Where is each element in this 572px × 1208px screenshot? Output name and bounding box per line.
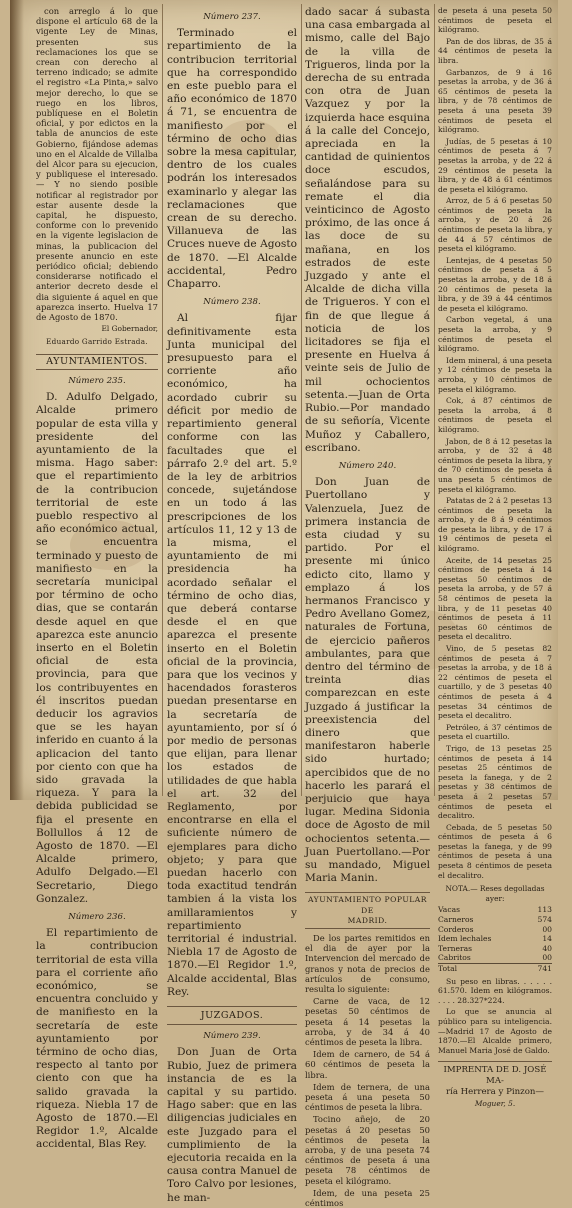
price-item: Petróleo, á 37 céntimos de peseta el cuartillo. [438,722,552,742]
notice-number-238: Número 238. [203,297,261,308]
price-item: Aceite, de 14 pesetas 25 céntimos de peseta á 14 pesetas 50 céntimos de peseta la arroba, y de 57 á 58 céntimos de peseta la libra, y de 11 pesetas 40 céntimos de peseta á 11 pesetas 60 céntimos de peseta el decalitro. [438,555,552,642]
notice-240-text: Don Juan de Puertollano y Valenzuela, Juez de primera instancia de esta ciudad y su partido. Por el presente mi único edicto cito, llamo y emplazo á los hermanos Francisco y Pedro Avellano Gomez, naturales de Fortuna, de ejercicio pañeros ambulantes, para que dentro del término de treinta dias comparezcan en este Juzgado á justificar la preexistencia del dinero que manifestaron haberle sido hurtado; apercibidos que de no hacerlo les parará el perjuicio que haya lugar. Medina Sidonia doce de Agosto de mil ochocientos setenta.—Juan Puertollano.—Por su mandado, Miguel Maria Manin. [305,476,430,885]
notice-number-237: Número 237. [203,12,261,22]
table-value: 40 [542,943,552,953]
table-row [438,915,552,925]
table-value: 574 [537,915,552,925]
notice-236-text: El repartimiento de la contribucion territorial de esta villa para el corriente año económico, se encuentra concluido y de manifiesto en la secretaría de este ayuntamiento por término de ocho dias, respecto al tanto por ciento con que ha salido gravada la riqueza. Niebla 17 de Agosto de 1870.—El Regidor 1.º, Alcalde accidental, Blas Rey. [36,927,158,1151]
table-row [438,934,552,944]
price-item: de peseta á una peseta 50 céntimos de peseta el kilógramo. [438,6,552,35]
table-label: Terneras [438,943,473,953]
governor-signature-name: Eduardo Garrido Estrada. [46,336,148,346]
column-3 [305,6,430,1208]
table-label: Vacas [438,905,460,915]
section-ayuntamiento-madrid [305,892,430,929]
price-item: Idem de carnero, de 54 á 60 céntimos de peseta la libra. [305,1049,430,1080]
newspaper-page [10,0,558,1208]
closing-notice: Lo que se anuncia al público para su inteligencia.—Madrid 17 de Agosto de 1870.—El Alcalde primero, Manuel Maria José de Galdo. [438,1007,552,1055]
price-item: Lentejas, de 4 pesetas 50 céntimos de peseta á 5 pesetas la arroba, y de 18 á 20 céntimos de peseta la libra, y de 39 á 44 céntimos de peseta el kilógramo. [438,255,552,313]
price-item: Cok, á 87 céntimos de peseta la arroba, á 8 céntimos de peseta el kilógramo. [438,396,552,434]
mining-decree-text: con arreglo á lo que dispone el artículo 68 de la vigente Ley de Minas, presenten sus reclamaciones los que se crean con derecho al terreno indicado; se admite el registro «La Pinta,» salvo mejor derecho, lo que se ruego en los libros, publíquese en el Boletin oficial, y por edictos en la tabla de anuncios de este Gobierno, fijándose ademas uno en el Alcalde de Villalba del Alcor para su ejecucion, y publiquese el interesado.— Y no siendo posible notificar al registrador por estar ausente desde la capital, he dispuesto, conforme con lo prevenido en la vigente legislacion de minas, la publicacion del presente anuncio en este periódico oficial; debiendo considerarse notificado el anterior decreto desde el dia siguiente á aquel en que aparezca inserto. Huelva 17 de Agosto de 1870. [36,6,158,323]
notice-number-235: Número 235. [68,375,126,386]
table-label: Cabritos [438,953,471,963]
printer-imprint [438,1061,552,1109]
slaughter-table [438,905,552,973]
table-value: 00 [542,953,552,963]
table-row [438,953,552,963]
table-total-label: Total [438,964,528,974]
printer-imprint-line-1: IMPRENTA DE D. JOSÉ MA- [443,1065,547,1087]
price-item: Patatas de 2 á 2 pesetas 13 céntimos de peseta la arroba, y de 8 á 9 céntimos de peseta la libra, y de 17 á 19 céntimos de peseta el kilógramo. [438,496,552,554]
section-ayuntamientos: AYUNTAMIENTOS. [36,354,158,370]
notice-235-text: D. Adulfo Delgado, Alcalde primero popular de esta villa y presidente del ayuntamiento de la misma. Hago saber: que el repartimiento de la contribucion territorial de este pueblo respectivo al año económico actual, se encuentra terminado y puesto de manifiesto en la secretaría municipal por término de ocho dias, que se contarán desde aquel en que aparezca este anuncio inserto en el Boletin oficial de esta provincia, para que los contribuyentes en él inscritos puedan deducir los agravios que se les hayan inferido en cuanto á la aplicacion del tanto por ciento con que ha sido gravada la riqueza. Y para la debida publicidad se fija el presente en Bollullos á 12 de Agosto de 1870. —El Alcalde primero, Adulfo Delgado.—El Secretario, Diego Gonzalez. [36,391,158,905]
governor-signature-title: El Gobernador, [101,324,158,334]
column-divider [301,4,302,796]
table-value: 00 [542,924,552,934]
table-row [438,925,552,935]
table-total-row [438,964,552,974]
column-2 [167,6,297,1204]
table-row [438,905,552,915]
notice-number-239: Número 239. [203,1031,261,1042]
table-row [438,944,552,954]
price-item: Idem de ternera, de una peseta á una peseta 50 céntimos de peseta la libra. [305,1081,430,1113]
table-value: 14 [542,934,552,944]
section-ayuntamiento-city: MADRID. [347,915,388,925]
notice-239-continuation: dado sacar á subasta una casa embargada al mismo, calle del Bajo de la villa de Trigueros, linda por la derecha de su entrada con otra de Juan Vazquez y por la izquierda hace esquina á la calle del Concejo, apreciada en la cantidad de quinientos doce escudos, señalándose para su remate el dia veinticinco de Agosto próximo, de las once á las doce de su mañana, en los estrados de este Juzgado y ante el Alcalde de dicha villa de Trigueros. Y con el fin de que llegue á noticia de los licitadores se fija el presente en Huelva á veinte seis de Julio de mil ochocientos setenta.—Juan de Orta Rubio.—Por mandado de su señoría, Vicente Muñoz y Caballero, escribano. [305,6,430,454]
price-item: Garbanzos, de 9 á 16 pesetas la arroba, y de 36 á 65 céntimos de peseta la libra, y de 78 céntimos de peseta á una peseta 39 céntimos de peseta el kilógramo. [438,67,552,135]
table-total-value: 741 [528,964,552,974]
price-item: Idem mineral, á una peseta y 12 céntimos de peseta la arroba, y 10 céntimos de peseta el kilógramo. [438,355,552,394]
section-juzgados: JUZGADOS. [167,1006,297,1025]
column-1 [36,6,158,1151]
notice-number-240: Número 240. [338,460,397,471]
price-item: Judías, de 5 pesetas á 10 céntimos de peseta á 7 pesetas la arroba, y de 22 á 29 céntimos de peseta la libra, y de 48 á 61 céntimos de peseta el kilógramo. [438,136,552,194]
notice-239-text: Don Juan de Orta Rubio, Juez de primera instancia de es la capital y su partido. Hago saber: que en las diligencias judiciales en este Juzgado para el cumplimiento de la ejecutoria recaida en la causa contra Manuel de Toro Calvo por lesiones, he man- [167,1046,297,1204]
printer-imprint-line-2: ría Herrera y Pinzon— [445,1087,545,1098]
price-item: Cebada, de 5 pesetas 50 céntimos de peseta á 6 pesetas la fanega, y de 99 céntimos de peseta á una peseta 8 céntimos de peseta el decalitro. [438,822,552,880]
table-label: Idem lechales [438,934,492,944]
price-item: Arroz, de 5 á 6 pesetas 50 céntimos de peseta la arroba, y de 20 á 26 céntimos de peseta la libra, y de 44 á 57 céntimos de peseta el kilógramo. [438,196,552,254]
nota-heading: NOTA.— Reses degolladas ayer: [445,884,545,903]
table-value: 113 [537,905,552,915]
price-item: Pan de dos libras, de 35 á 44 céntimos de peseta la libra. [438,36,552,65]
column-divider [434,4,435,796]
notice-number-236: Número 236. [68,912,126,923]
table-label: Carneros [438,915,474,925]
price-item: Carbon vegetal, á una peseta la arroba, y 9 céntimos de peseta el kilógramo. [438,315,552,354]
price-item: Jabon, de 8 á 12 pesetas la arroba, y de 32 á 48 céntimos de peseta la libra, y de 70 céntimos de peseta á una peseta 5 céntimos de peseta el kilógramo. [438,436,552,494]
column-4 [438,6,552,1109]
price-item: Tocino añejo, de 20 pesetas á 20 pesetas 50 céntimos de peseta la arroba, y de una peseta 74 céntimos de peseta á una peseta 78 céntimos de peseta el kilógramo. [305,1114,430,1186]
price-item: Vino, de 5 pesetas 82 céntimos de peseta á 7 pesetas la arroba, y de 18 á 22 céntimos de peseta el cuartillo, y de 3 pesetas 40 céntimos de peseta á 4 pesetas 34 céntimos de peseta el decalitro. [438,644,552,721]
column-divider [162,4,163,796]
price-item: Carne de vaca, de 12 pesetas 50 céntimos de peseta á 14 pesetas la arroba, y de 34 á 40 céntimos de peseta la libra. [305,996,430,1048]
notice-237-text: Terminado el repartimiento de la contribucion territorial que ha correspondido en este pueblo para el año económico de 1870 á 71, se encuentra de manifiesto por el término de ocho dias sobre la mesa capitular, dentro de los cuales podrán los interesados examinarlo y alegar las reclamaciones que crean de su derecho. Villanueva de las Cruces nueve de Agosto de 1870. —El Alcalde accidental, Pedro Chaparro. [167,27,297,291]
price-item: Idem, de una peseta 25 céntimos [305,1187,430,1208]
page-edge-shadow [10,0,24,800]
table-label: Corderos [438,924,474,934]
notice-238-text: Al fijar definitivamente esta Junta municipal del presupuesto para el corriente año económico, ha acordado cubrir su déficit por medio de repartimiento general conforme con las facultades que el párrafo 2.º del art. 5.º de la ley de arbitrios concede, sujetándose en un todo á las prescripciones de los artículos 11, 12 y 13 de la misma, el ayuntamiento de mi presidencia ha acordado señalar el término de ocho dias, que deberá contarse desde el en que aparezca el presente inserto en el Boletin oficial de la provincia, para que los vecinos y hacendados forasteros puedan presentarse en la secretaría de ayuntamiento, por sí ó por medio de personas que elijan, para llenar los estados de utilidades de que habla el art. 32 del Reglamento, por encontrarse en ella el suficiente número de ejemplares para dicho objeto; y para que puedan hacerlo con toda exactitud tendrán tambien á la vista los amillaramientos y repartimiento territorial é industrial. Niebla 17 de Agosto de 1870.—El Regidor 1.º, Alcalde accidental, Blas Rey. [167,312,297,998]
weight-summary: Su peso en libras. . . . . . 61.570. Idem en kilógramos. . . . . 28.327*224. [438,976,552,1005]
printer-imprint-line-3: Moguer, 5. [474,1099,516,1109]
madrid-intro-text: De los partes remitidos en el dia de ayer por la Intervencion del mercado de granos y nota de precios de artículos de consumo, resulta lo siguiente: [305,933,430,995]
price-item: Trigo, de 13 pesetas 25 céntimos de peseta á 14 pesetas 25 céntimos de peseta la fanega, y de 2 pesetas y 38 céntimos de peseta á 2 pesetas 57 céntimos de peseta el decalitro. [438,743,552,821]
section-ayuntamiento-title: AYUNTAMIENTO POPULAR DE [308,895,427,915]
